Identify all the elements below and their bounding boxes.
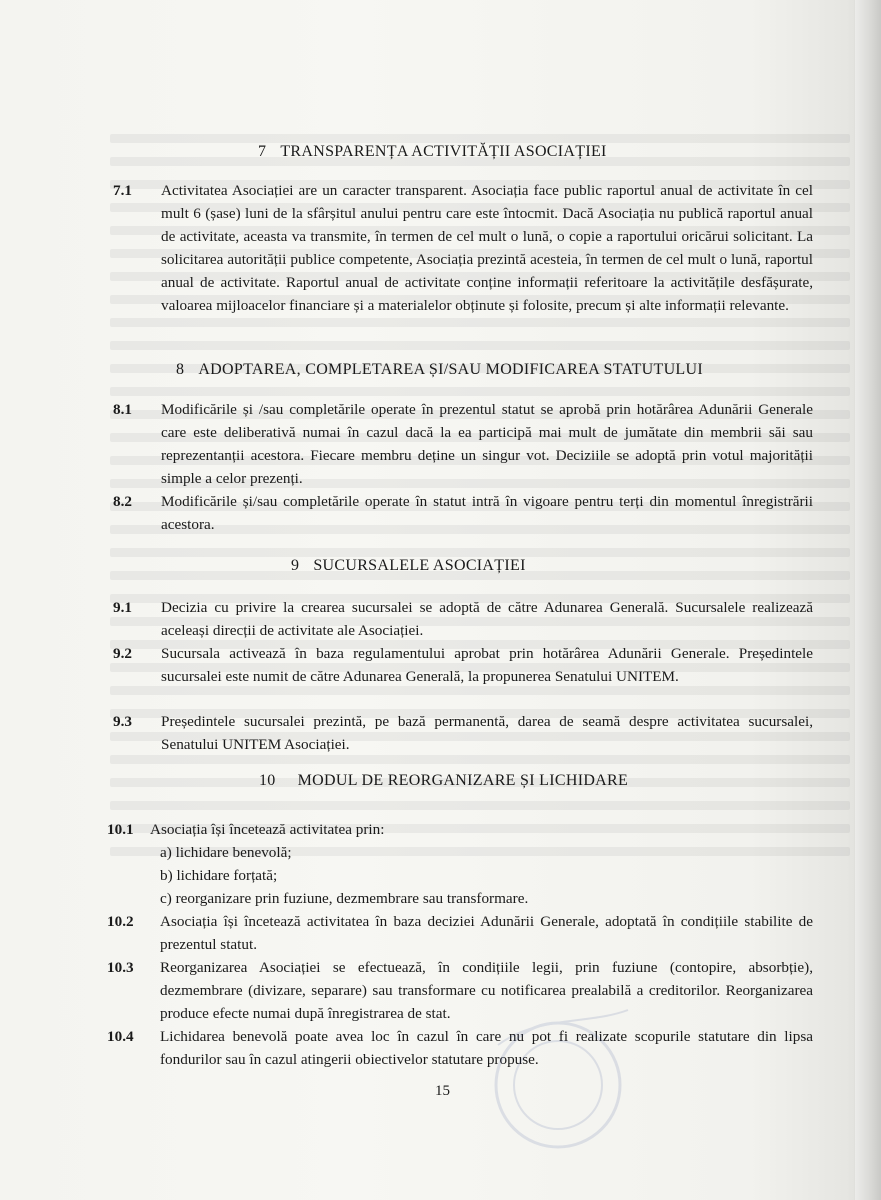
clause-number: 8.2 bbox=[113, 493, 132, 510]
clause-text: Modificările și /sau completările operate în prezentul statut se aprobă prin hotărârea Adunării Generale care este deliberativă numai în cazul dacă la ea participă mai mult de jumătate din membrii săi sau reprezentanții acestora. Fiecare membru deține un singur vot. Deciziile se adoptă prin votul majorității simple a celor prezenți. bbox=[161, 401, 813, 487]
clause-text: Asociația își încetează activitatea în baza deciziei Adunării Generale, adoptată în condițiile stabilite de prezentul statut. bbox=[160, 913, 813, 953]
clause-7-1 bbox=[113, 179, 813, 339]
clause-9-1 bbox=[113, 596, 813, 642]
list-item: c) reorganizare prin fuziune, dezmembrare sau transformare. bbox=[160, 890, 529, 907]
clause-number: 9.1 bbox=[113, 599, 132, 616]
clause-text: Reorganizarea Asociației se efectuează, în condițiile legii, prin fuziune (contopire, absorbție), dezmembrare (divizare, separare) sau transformare cu notificarea prealabilă a creditorilor. Reorganizarea produce efecte numai după înregistrarea de stat. bbox=[160, 959, 813, 1022]
section-number: 7 bbox=[258, 143, 267, 160]
clause-number: 10.1 bbox=[107, 821, 134, 838]
section-number: 9 bbox=[291, 557, 300, 574]
clause-number: 7.1 bbox=[113, 182, 132, 199]
section-number: 10 bbox=[259, 772, 276, 789]
clause-text: Decizia cu privire la crearea sucursalei se adoptă de către Adunarea Generală. Sucursalele realizează aceleași direcții de activitate ale Asociației. bbox=[161, 599, 813, 639]
clause-number: 8.1 bbox=[113, 401, 132, 418]
list-item: a) lichidare benevolă; bbox=[160, 844, 292, 861]
section-9-heading bbox=[291, 557, 526, 575]
clause-8-1 bbox=[113, 398, 813, 490]
page-edge-shadow bbox=[854, 0, 881, 1200]
clause-text: Președintele sucursalei prezintă, pe bază permanentă, darea de seamă despre activitatea sucursalei, Senatului UNITEM Asociației. bbox=[161, 713, 813, 753]
clause-number: 9.2 bbox=[113, 645, 132, 662]
clause-8-2 bbox=[113, 490, 813, 536]
section-8-heading bbox=[176, 361, 703, 379]
clause-10-3 bbox=[107, 956, 813, 1025]
section-title: SUCURSALELE ASOCIAȚIEI bbox=[313, 557, 526, 574]
clause-text: Sucursala activează în baza regulamentului aprobat prin hotărârea Adunării Generale. Președintele sucursalei este numit de către Adunarea Generală, la propunerea Senatului UNITEM. bbox=[161, 645, 813, 685]
clause-text: Activitatea Asociației are un caracter transparent. Asociația face public raportul anual de activitate în cel mult 6 (șase) luni de la sfârșitul anului pentru care este întocmit. Dacă Asociația nu publică raportul anual de activitate, aceasta va transmite, în termen de cel mult o lună, o copie a raportului oricărui solicitant. La solicitarea autorității publice competente, Asociația prezintă acesteia, în termen de cel mult o lună, raportul anual de activitate. Raportul anual de activitate conține informații referitoare la activitățile desfășurate, valoarea mijloacelor financiare și a materialelor obținute și folosite, precum și alte informații relevante. bbox=[161, 182, 813, 314]
clause-text: Modificările și/sau completările operate în statut intră în vigoare pentru terți din momentul înregistrării acestora. bbox=[161, 493, 813, 533]
section-title: ADOPTAREA, COMPLETAREA ȘI/SAU MODIFICAREA STATUTULUI bbox=[198, 361, 703, 378]
clause-text: Lichidarea benevolă poate avea loc în cazul în care nu pot fi realizate scopurile statutare din lipsa fondurilor sau în cazul atingerii obiectivelor statutare propuse. bbox=[160, 1028, 813, 1068]
clause-10-2 bbox=[107, 910, 813, 956]
clause-10-4 bbox=[107, 1025, 813, 1071]
list-item: b) lichidare forțată; bbox=[160, 867, 278, 884]
section-10-heading bbox=[259, 772, 628, 790]
section-title: TRANSPARENȚA ACTIVITĂȚII ASOCIAȚIEI bbox=[280, 143, 607, 160]
clause-number: 10.2 bbox=[107, 913, 134, 930]
clause-number: 9.3 bbox=[113, 713, 132, 730]
clause-number: 10.4 bbox=[107, 1028, 134, 1045]
page-number: 15 bbox=[435, 1083, 450, 1099]
section-7-heading bbox=[258, 143, 607, 161]
clause-9-3 bbox=[113, 710, 813, 756]
clause-text: Asociația își încetează activitatea prin: bbox=[150, 821, 385, 838]
section-number: 8 bbox=[176, 361, 185, 378]
clause-10-1 bbox=[107, 818, 813, 841]
clause-number: 10.3 bbox=[107, 959, 134, 976]
section-title: MODUL DE REORGANIZARE ȘI LICHIDARE bbox=[297, 772, 629, 789]
clause-9-2 bbox=[113, 642, 813, 711]
